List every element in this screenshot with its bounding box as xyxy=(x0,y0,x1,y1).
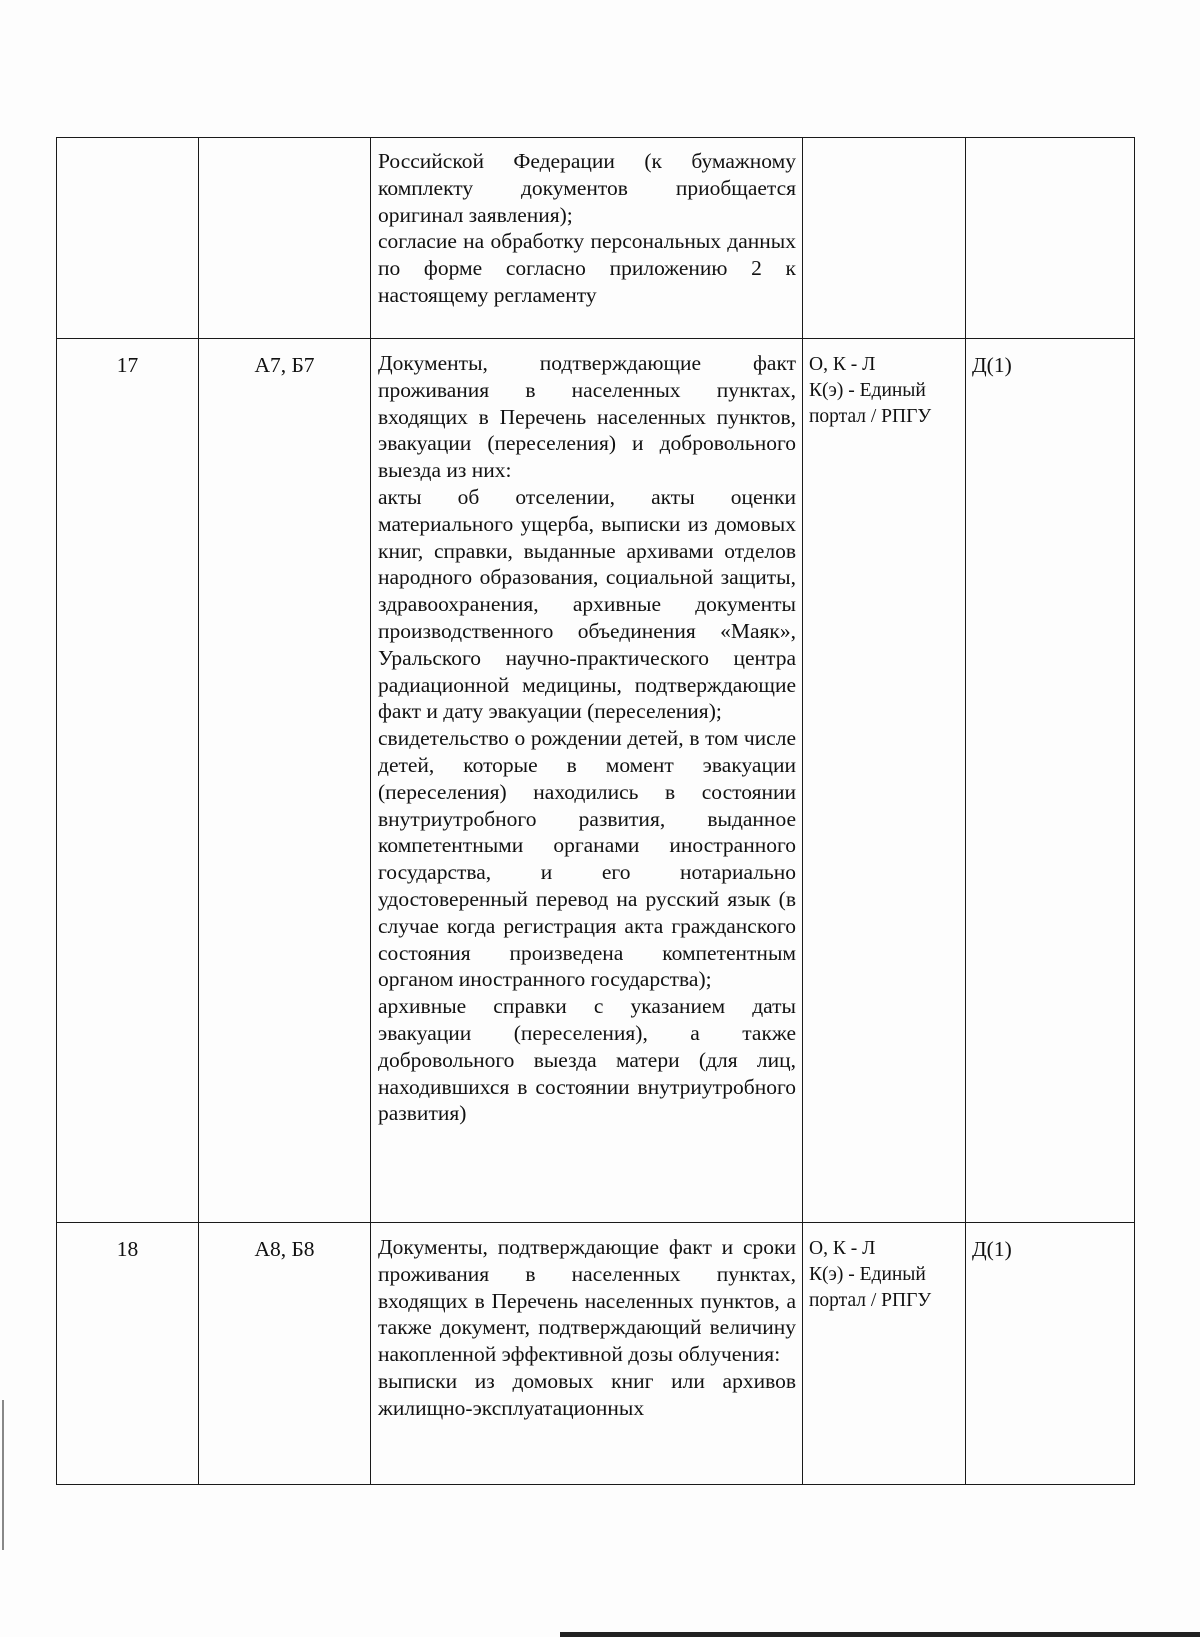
table-row xyxy=(57,138,1135,339)
table-row xyxy=(57,1223,1135,1485)
description-paragraph: свидетельство о рождении детей, в том числе детей, которые в момент эвакуации (переселения) находились в состоянии внутриутробного развития, выданное компетентными органами иностранного государства, и его нотариально удостоверенный перевод на русский язык (в случае когда регистрация акта гражданского состояния произведена компетентным органом иностранного государства); xyxy=(378,726,796,992)
description-paragraph: Российской Федерации (к бумажному комплекту документов приобщается оригинал заявления); xyxy=(378,149,796,227)
scan-bottom-edge xyxy=(560,1632,1200,1637)
row-number-cell xyxy=(57,138,199,339)
description-paragraph: Документы, подтверждающие факт и сроки проживания в населенных пунктах, входящих в Перечень населенных пунктов, а также документ, подтверждающий величину накопленной эффективной дозы облучения: xyxy=(378,1235,796,1367)
row-number-cell: 17 xyxy=(57,339,199,1223)
row-code-cell: А8, Б8 xyxy=(199,1223,371,1485)
row-form-cell xyxy=(803,339,966,1223)
documents-table xyxy=(56,137,1135,1485)
description-paragraph: согласие на обработку персональных данных по форме согласно приложению 2 к настоящему регламенту xyxy=(378,229,796,307)
description-paragraph: Документы, подтверждающие факт проживания в населенных пунктах, входящих в Перечень населенных пунктов, эвакуации (переселения) и добровольного выезда из них: xyxy=(378,351,796,483)
row-code-cell: А7, Б7 xyxy=(199,339,371,1223)
row-form-cell xyxy=(803,1223,966,1485)
form-line: К(э) - Единый портал / РПГУ xyxy=(809,380,932,427)
scan-edge-mark xyxy=(2,1400,4,1550)
row-requirement-cell xyxy=(966,138,1135,339)
row-code-cell xyxy=(199,138,371,339)
form-line: К(э) - Единый портал / РПГУ xyxy=(809,1264,932,1311)
row-number-cell: 18 xyxy=(57,1223,199,1485)
description-paragraph: архивные справки с указанием даты эвакуации (переселения), а также добровольного выезда матери (для лиц, находившихся в состоянии внутриутробного развития) xyxy=(378,994,796,1126)
row-description-cell xyxy=(371,339,803,1223)
table-row xyxy=(57,339,1135,1223)
form-line: О, К - Л xyxy=(809,354,876,375)
form-line: О, К - Л xyxy=(809,1238,876,1259)
description-paragraph: выписки из домовых книг или архивов жилищно-эксплуатационных xyxy=(378,1368,796,1420)
row-form-cell xyxy=(803,138,966,339)
row-requirement-cell: Д(1) xyxy=(966,339,1135,1223)
row-description-cell xyxy=(371,138,803,339)
row-requirement-cell: Д(1) xyxy=(966,1223,1135,1485)
description-paragraph: акты об отселении, акты оценки материального ущерба, выписки из домовых книг, справки, выданные архивами отделов народного образования, социальной защиты, здравоохранения, архивные документы производственного объединения «Маяк», Уральского научно-практического центра радиационной медицины, подтверждающие факт и дату эвакуации (переселения); xyxy=(378,484,796,724)
row-description-cell xyxy=(371,1223,803,1485)
